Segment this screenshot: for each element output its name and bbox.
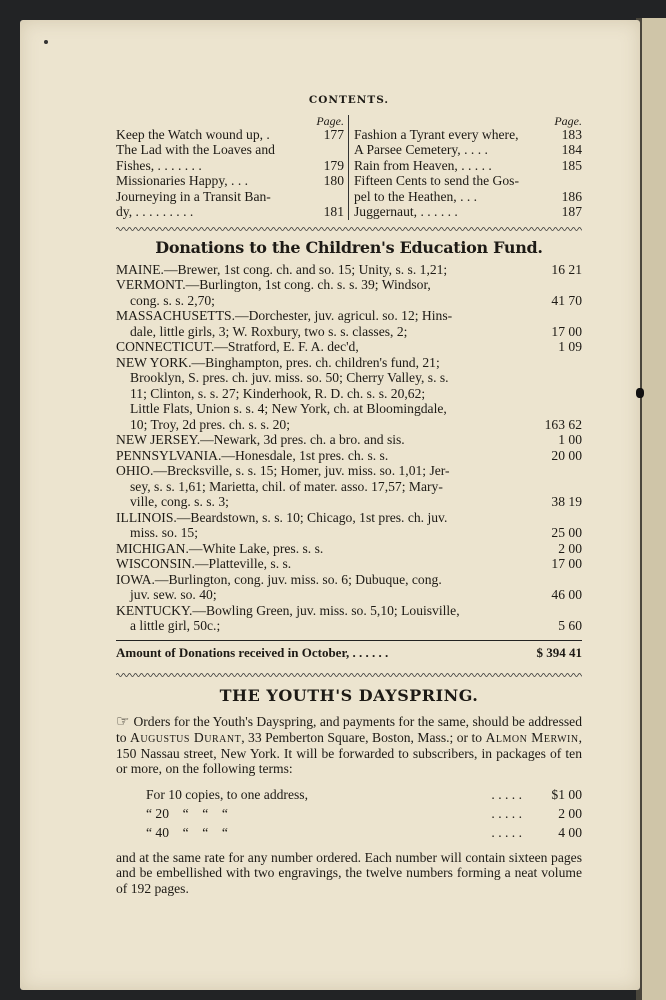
table-of-contents [116, 115, 582, 220]
toc-leader-dots: . . . [456, 188, 478, 204]
toc-leader-dots: . . . . . . . . . [132, 204, 194, 219]
pointing-hand-icon: ☞ [116, 713, 130, 730]
donation-line: IOWA.—Burlington, cong. juv. miss. so. 6; Dubuque, cong. [116, 571, 442, 587]
donation-text [116, 355, 530, 433]
donation-text [116, 448, 530, 464]
toc-page-number: 179 [323, 157, 344, 173]
toc-entry-title [354, 173, 519, 189]
toc-title-text: Fashion a Tyrant every where, [354, 126, 519, 142]
term-row [146, 804, 582, 823]
donations-list [116, 262, 582, 634]
toc-entry [116, 127, 344, 143]
donation-line: 11; Clinton, s. s. 27; Kinderhook, R. D. ch. s. s. 20,62; [130, 385, 426, 401]
toc-title-text: Keep the Watch wound up, [116, 126, 264, 142]
toc-title-text: A Parsee Cemetery, [354, 142, 461, 157]
toc-page-number: 180 [323, 173, 344, 188]
contents-heading: CONTENTS. [308, 94, 390, 106]
toc-entry [354, 204, 582, 220]
adjacent-page-edge [636, 18, 666, 1000]
donation-entry [116, 339, 582, 355]
donation-line: VERMONT.—Burlington, 1st cong. ch. s. s. 39; Windsor, [116, 277, 431, 292]
donation-entry [116, 572, 582, 603]
donation-entry [116, 603, 582, 634]
wavy-divider [116, 226, 582, 232]
donation-line: CONNECTICUT.—Stratford, E. F. A. dec'd, [116, 339, 359, 354]
ink-blot [636, 388, 644, 398]
donation-line: 10; Troy, 2d pres. ch. s. s. 20; [130, 416, 290, 432]
term-price [491, 823, 582, 842]
closing-paragraph: and at the same rate for any number ordered. Each number will contain sixteen pages and be embellished with two engravings, the twelve numbers forming a neat volume of 192 pages. [116, 849, 582, 896]
toc-entry [116, 158, 344, 174]
term-dots: . . . . . [491, 805, 522, 821]
toc-entry [354, 142, 582, 158]
donation-entry [116, 463, 582, 510]
toc-title-text: Missionaries Happy, [116, 173, 228, 188]
toc-entry [354, 189, 582, 205]
toc-leader-dots: . . . . [460, 142, 488, 157]
donation-amount: 1 09 [558, 339, 582, 354]
term-label: “ 40 “ “ “ [146, 824, 228, 840]
donation-line: sey, s. s. 1,61; Marietta, chil. of mater. asso. 17,57; Mary- [130, 478, 443, 494]
donation-line: cong. s. s. 2,70; [130, 292, 215, 308]
donation-text [116, 572, 530, 603]
donation-line: Little Flats, Union s. s. 4; New York, ch. at Bloomingdale, [130, 401, 447, 416]
toc-entry [354, 173, 582, 189]
toc-entry-title [116, 142, 275, 158]
donation-line: NEW JERSEY.—Newark, 3d pres. ch. a bro. and sis. [116, 432, 405, 447]
toc-entry [116, 173, 344, 189]
donation-line: ILLINOIS.—Beardstown, s. s. 10; Chicago, 1st pres. ch. juv. [116, 509, 448, 525]
toc-entry-title [354, 158, 492, 174]
page-column-heading: Page. [554, 113, 582, 128]
toc-title-text: dy, [116, 204, 133, 219]
donation-amount: 16 21 [551, 261, 582, 277]
orders-paragraph: ☞ Orders for the Youth's Dayspring, and payments for the same, should be addressed to Augustus Durant, 33 Pemberton Square, Boston, Mass.; or to Almon Merwin, 150 Nassau street, New York. It will be forwarded to subscribers, in packages of ten or more, on the following terms: [116, 713, 582, 776]
term-price [491, 804, 582, 823]
donation-entry [116, 556, 582, 572]
term-dots: . . . . . [491, 824, 522, 840]
toc-page-number: 177 [323, 126, 344, 142]
toc-entry [116, 142, 344, 158]
toc-page-number: 184 [561, 142, 582, 157]
donation-text [116, 556, 530, 572]
donation-amount: 38 19 [551, 494, 582, 509]
toc-page-number: 181 [323, 204, 344, 219]
toc-title-text: pel to the Heathen, [354, 188, 457, 204]
toc-title-text: Fishes, [116, 157, 155, 173]
donation-text [116, 463, 530, 510]
donation-line: miss. so. 15; [130, 525, 198, 540]
donation-text [116, 308, 530, 339]
donation-entry [116, 432, 582, 448]
term-row [146, 823, 582, 842]
donation-entry [116, 355, 582, 433]
donation-line: OHIO.—Brecksville, s. s. 15; Homer, juv. miss. so. 1,01; Jer- [116, 463, 450, 478]
agent-name: Augustus Durant [130, 730, 242, 745]
donation-text [116, 510, 530, 541]
toc-title-text: Fifteen Cents to send the Gos- [354, 173, 519, 188]
donation-line: juv. sew. so. 40; [130, 587, 217, 602]
toc-title-text: Journeying in a Transit Ban- [116, 188, 271, 204]
donation-line: a little girl, 50c.; [130, 618, 221, 633]
donation-entry [116, 541, 582, 557]
toc-entry-title [116, 173, 248, 189]
toc-leader-dots: . [263, 126, 270, 142]
donation-entry [116, 277, 582, 308]
donation-amount: 17 00 [551, 556, 582, 571]
donation-line: PENNSYLVANIA.—Honesdale, 1st pres. ch. s. s. [116, 447, 389, 463]
donation-text [116, 262, 530, 278]
toc-entry-title [354, 127, 519, 143]
toc-title-text: Juggernaut, [354, 204, 418, 219]
agent-name: Almon Merwin [485, 730, 579, 745]
donations-heading: Donations to the Children's Education Fund. [155, 237, 543, 257]
toc-leader-dots: . . . . . . . [154, 157, 202, 173]
donation-entry [116, 510, 582, 541]
donation-amount: 163 62 [544, 416, 582, 432]
toc-entry-title [116, 127, 270, 143]
donation-text [116, 277, 530, 308]
toc-entry-title [116, 204, 193, 220]
donation-amount: 46 00 [551, 587, 582, 602]
donation-amount: 17 00 [551, 323, 582, 339]
term-label: For 10 copies, to one address, [146, 786, 308, 802]
term-amount: 4 00 [558, 824, 582, 840]
term-price [491, 785, 582, 804]
donation-entry [116, 308, 582, 339]
toc-entry [116, 204, 344, 220]
toc-right-column [349, 115, 582, 220]
term-amount: 2 00 [558, 805, 582, 821]
toc-leader-dots: . . . . . [457, 157, 492, 173]
toc-entry [116, 189, 344, 205]
page-content [116, 93, 582, 896]
wavy-divider [116, 672, 582, 678]
toc-page-number: 183 [561, 126, 582, 142]
donation-amount: 41 70 [551, 292, 582, 308]
toc-right-list [354, 127, 582, 220]
donation-text [116, 339, 530, 355]
toc-page-number: 187 [561, 204, 582, 219]
donation-entry [116, 262, 582, 278]
toc-leader-dots: . . . . . . [417, 204, 458, 219]
donation-text [116, 603, 530, 634]
term-dots: . . . . . [491, 786, 522, 802]
donation-line: MAINE.—Brewer, 1st cong. ch. and so. 15; Unity, s. s. 1,21; [116, 261, 448, 277]
youth-dayspring-heading: THE YOUTH'S DAYSPRING. [219, 686, 479, 705]
toc-entry [354, 158, 582, 174]
donation-line: Brooklyn, S. pres. ch. juv. miss. so. 50; Cherry Valley, s. s. [130, 370, 449, 385]
term-row [146, 785, 582, 804]
pin-hole [44, 40, 48, 44]
toc-entry-title [354, 189, 477, 205]
toc-leader-dots: . . . [227, 173, 249, 188]
donation-line: MASSACHUSETTS.—Dorchester, juv. agricul. so. 12; Hins- [116, 308, 453, 323]
toc-entry-title [354, 204, 458, 220]
toc-title-text: Rain from Heaven, [354, 157, 458, 173]
toc-entry-title [116, 158, 202, 174]
total-label: Amount of Donations received in October, . . . . . . [116, 644, 389, 660]
toc-left-column [116, 115, 349, 220]
toc-entry-title [354, 142, 488, 158]
donation-line: MICHIGAN.—White Lake, pres. s. s. [116, 540, 324, 556]
term-amount: $1 00 [551, 786, 582, 802]
donation-line: ville, cong. s. s. 3; [130, 494, 229, 509]
toc-page-number: 185 [561, 157, 582, 173]
donations-total-row [116, 645, 582, 661]
toc-title-text: The Lad with the Loaves and [116, 142, 275, 157]
donation-text [116, 432, 530, 448]
donation-amount: 1 00 [558, 432, 582, 447]
donation-amount: 5 60 [558, 618, 582, 633]
donation-line: NEW YORK.—Binghampton, pres. ch. children's fund, 21; [116, 354, 440, 370]
toc-left-list [116, 127, 344, 220]
toc-page-number: 186 [561, 188, 582, 204]
total-amount: $ 394 41 [537, 640, 583, 661]
page-column-heading: Page. [316, 113, 344, 128]
donation-amount: 25 00 [551, 525, 582, 540]
donation-text [116, 541, 530, 557]
donations-rule [116, 640, 582, 641]
donation-line: dale, little girls, 3; W. Roxbury, two s. s. classes, 2; [130, 323, 408, 339]
term-label: “ 20 “ “ “ [146, 805, 228, 821]
toc-entry-title [116, 189, 271, 205]
toc-entry [354, 127, 582, 143]
donation-line: WISCONSIN.—Platteville, s. s. [116, 556, 292, 571]
donation-entry [116, 448, 582, 464]
subscription-terms [146, 785, 582, 842]
donation-line: KENTUCKY.—Bowling Green, juv. miss. so. 5,10; Louisville, [116, 602, 460, 618]
donation-amount: 2 00 [558, 540, 582, 556]
donation-amount: 20 00 [551, 447, 582, 463]
